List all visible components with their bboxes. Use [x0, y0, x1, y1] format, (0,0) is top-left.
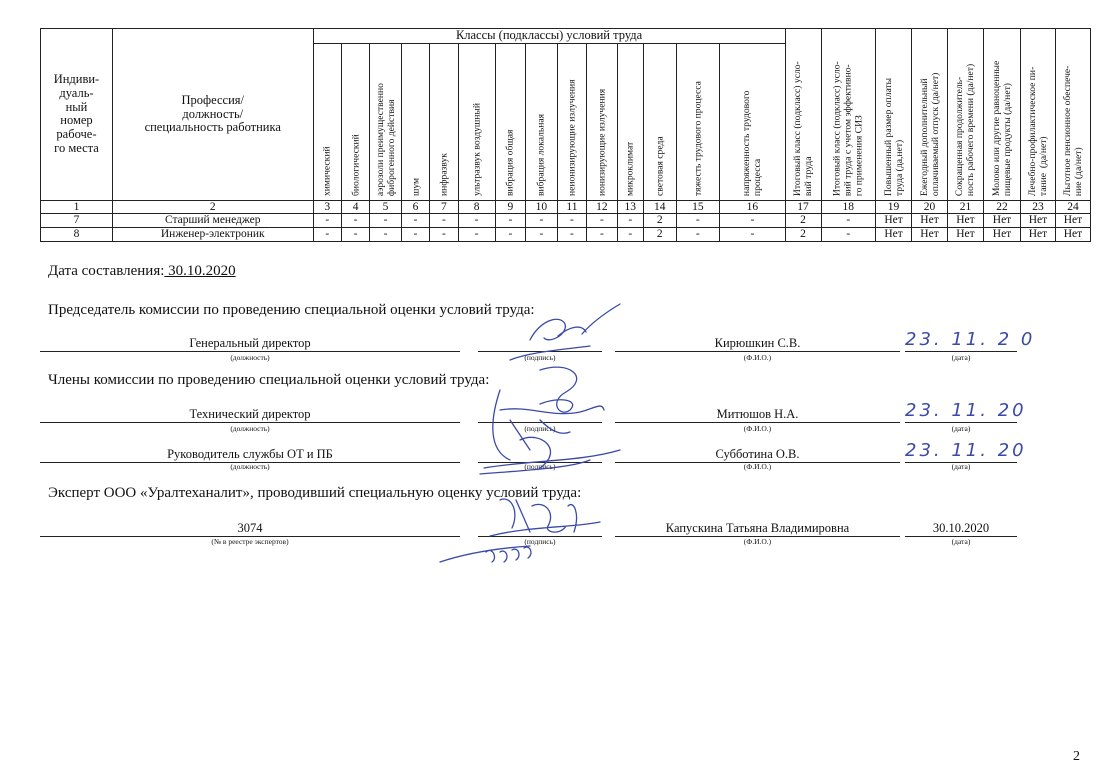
- table-cell: -: [313, 228, 341, 242]
- header-classes: Классы (подклассы) условий труда: [313, 29, 785, 44]
- table-cell: Нет: [876, 214, 912, 228]
- table-cell: -: [370, 214, 402, 228]
- signer-position: Генеральный директор: [189, 336, 311, 350]
- table-cell: -: [495, 214, 526, 228]
- signer-fio: Кирюшкин С.В.: [714, 336, 801, 350]
- table-cell: -: [720, 214, 785, 228]
- caption-signature: (подпись): [524, 424, 556, 433]
- table-row: [41, 214, 1091, 228]
- compilation-date: [48, 263, 236, 280]
- col-number: 12: [587, 200, 618, 214]
- col-number: 3: [313, 200, 341, 214]
- table-cell: -: [587, 214, 618, 228]
- table-cell: -: [458, 214, 495, 228]
- caption-position: (должность): [230, 462, 270, 471]
- table-cell: Нет: [912, 228, 948, 242]
- col-number: 1: [41, 200, 113, 214]
- header-extra-5: Сокращенная продолжитель- ность рабочего времени (да/нет): [947, 29, 983, 201]
- col-number: 6: [401, 200, 429, 214]
- expert-heading: Эксперт ООО «Уралтеханалит», проводивший специальную оценку условий труда:: [48, 485, 582, 501]
- signature-scribbles: [470, 300, 640, 580]
- factor-2: биологический: [341, 43, 369, 200]
- table-cell: -: [821, 228, 876, 242]
- profession-name: Старший менеджер: [112, 214, 313, 228]
- factor-3: аэрозоли преимущественно фиброгенного действия: [370, 43, 402, 200]
- col-number: 11: [557, 200, 586, 214]
- col-number: 7: [430, 200, 458, 214]
- signer-position: Руководитель службы ОТ и ПБ: [167, 447, 333, 461]
- caption-position: (должность): [230, 353, 270, 362]
- signer-fio: Субботина О.В.: [715, 447, 800, 461]
- date-label: Дата составления:: [48, 263, 165, 279]
- table-cell: -: [587, 228, 618, 242]
- handwritten-date: 23. 11. 20: [905, 400, 1027, 421]
- caption-fio: (Ф.И.О.): [743, 424, 772, 433]
- table-cell: -: [676, 228, 720, 242]
- expert-registry-number: 3074: [237, 521, 263, 535]
- sout-results-table: [40, 28, 1091, 242]
- table-cell: -: [526, 228, 558, 242]
- col-number: 16: [720, 200, 785, 214]
- header-extra-7: Лечебно-профилактическое пи- тание (да/нет): [1021, 29, 1056, 201]
- profession-name: Инженер-электроник: [112, 228, 313, 242]
- table-cell: -: [557, 214, 586, 228]
- header-profession: Профессия/ должность/ специальность работника: [112, 29, 313, 201]
- header-extra-3: Повышенный размер оплаты труда (да,нет): [876, 29, 912, 201]
- caption-signature: (подпись): [524, 537, 556, 546]
- caption-signature: (подпись): [524, 462, 556, 471]
- factor-10: ионизирующие излучения: [587, 43, 618, 200]
- expert-date: 30.10.2020: [932, 521, 990, 535]
- workplace-number: 8: [41, 228, 113, 242]
- table-cell: -: [617, 214, 643, 228]
- col-number: 24: [1055, 200, 1090, 214]
- factor-9: неионизирующие излучения: [557, 43, 586, 200]
- table-cell: -: [370, 228, 402, 242]
- col-number: 2: [112, 200, 313, 214]
- col-number: 21: [947, 200, 983, 214]
- page-number: 2: [1073, 749, 1080, 764]
- col-number: 23: [1021, 200, 1056, 214]
- caption-date: (дата): [951, 424, 971, 433]
- col-number: 9: [495, 200, 526, 214]
- table-cell: Нет: [912, 214, 948, 228]
- table-cell: Нет: [1021, 228, 1056, 242]
- col-number: 19: [876, 200, 912, 214]
- table-cell: Нет: [983, 228, 1020, 242]
- table-cell: -: [526, 214, 558, 228]
- table-cell: -: [313, 214, 341, 228]
- table-cell: -: [676, 214, 720, 228]
- table-cell: -: [557, 228, 586, 242]
- table-cell: Нет: [947, 214, 983, 228]
- table-cell: -: [430, 228, 458, 242]
- caption-registry: (№ в реестре экспертов): [211, 537, 289, 546]
- handwritten-date: 23. 11. 2 0: [905, 329, 1036, 350]
- column-numbers-row: [41, 200, 1091, 214]
- col-number: 14: [643, 200, 676, 214]
- caption-date: (дата): [951, 462, 971, 471]
- factor-6: ультразвук воздушный: [458, 43, 495, 200]
- factor-4: шум: [401, 43, 429, 200]
- factor-12: световая среда: [643, 43, 676, 200]
- col-number: 20: [912, 200, 948, 214]
- col-number: 13: [617, 200, 643, 214]
- header-extra-1: Итоговый класс (подкласс) усло- вий труда: [785, 29, 821, 201]
- header-extra-8: Льготное пенсионное обеспече- ние (да/нет): [1055, 29, 1090, 201]
- factor-14: напряженность трудового процесса: [720, 43, 785, 200]
- col-number: 18: [821, 200, 876, 214]
- col-number: 4: [341, 200, 369, 214]
- table-cell: Нет: [1055, 228, 1090, 242]
- expert-fio: Капускина Татьяна Владимировна: [665, 521, 850, 535]
- table-cell: -: [495, 228, 526, 242]
- handwritten-date: 23. 11. 20: [905, 440, 1027, 461]
- table-cell: -: [617, 228, 643, 242]
- factor-5: инфразвук: [430, 43, 458, 200]
- table-cell: Нет: [876, 228, 912, 242]
- header-extra-4: Ежегодный дополнительный оплачиваемый отпуск (да/нет): [912, 29, 948, 201]
- factor-13: тяжесть трудового процесса: [676, 43, 720, 200]
- table-cell: 2: [785, 228, 821, 242]
- factor-7: вибрация общая: [495, 43, 526, 200]
- table-cell: -: [430, 214, 458, 228]
- caption-date: (дата): [951, 353, 971, 362]
- workplace-number: 7: [41, 214, 113, 228]
- table-cell: -: [720, 228, 785, 242]
- factor-8: вибрация локальная: [526, 43, 558, 200]
- caption-position: (должность): [230, 424, 270, 433]
- header-extra-6: Молоко или другие равноценные пищевые продукты (да/нет): [983, 29, 1020, 201]
- factor-11: микроклимат: [617, 43, 643, 200]
- caption-signature: (подпись): [524, 353, 556, 362]
- caption-fio: (Ф.И.О.): [743, 537, 772, 546]
- factor-1: химический: [313, 43, 341, 200]
- date-value: 30.10.2020: [164, 263, 236, 279]
- caption-fio: (Ф.И.О.): [743, 353, 772, 362]
- col-number: 15: [676, 200, 720, 214]
- table-cell: -: [458, 228, 495, 242]
- col-number: 17: [785, 200, 821, 214]
- table-cell: -: [341, 214, 369, 228]
- table-row: [41, 228, 1091, 242]
- table-cell: 2: [643, 214, 676, 228]
- table-cell: Нет: [1055, 214, 1090, 228]
- chair-heading: Председатель комиссии по проведению специальной оценки условий труда:: [48, 302, 535, 318]
- table-cell: Нет: [947, 228, 983, 242]
- table-cell: -: [401, 228, 429, 242]
- table-cell: 2: [643, 228, 676, 242]
- caption-fio: (Ф.И.О.): [743, 462, 772, 471]
- caption-date: (дата): [951, 537, 971, 546]
- col-number: 8: [458, 200, 495, 214]
- signer-position: Технический директор: [189, 407, 311, 421]
- table-cell: -: [341, 228, 369, 242]
- col-number: 5: [370, 200, 402, 214]
- table-cell: -: [401, 214, 429, 228]
- table-cell: Нет: [1021, 214, 1056, 228]
- signer-fio: Митюшов Н.А.: [716, 407, 799, 421]
- header-extra-2: Итоговый класс (подкласс) усло- вий труда с учетом эффективно- го применения СИЗ: [821, 29, 876, 201]
- table-cell: Нет: [983, 214, 1020, 228]
- header-workplace-number: Индиви- дуаль- ный номер рабоче- го места: [41, 29, 113, 201]
- table-cell: -: [821, 214, 876, 228]
- col-number: 10: [526, 200, 558, 214]
- members-heading: Члены комиссии по проведению специальной оценки условий труда:: [48, 372, 490, 388]
- col-number: 22: [983, 200, 1020, 214]
- table-cell: 2: [785, 214, 821, 228]
